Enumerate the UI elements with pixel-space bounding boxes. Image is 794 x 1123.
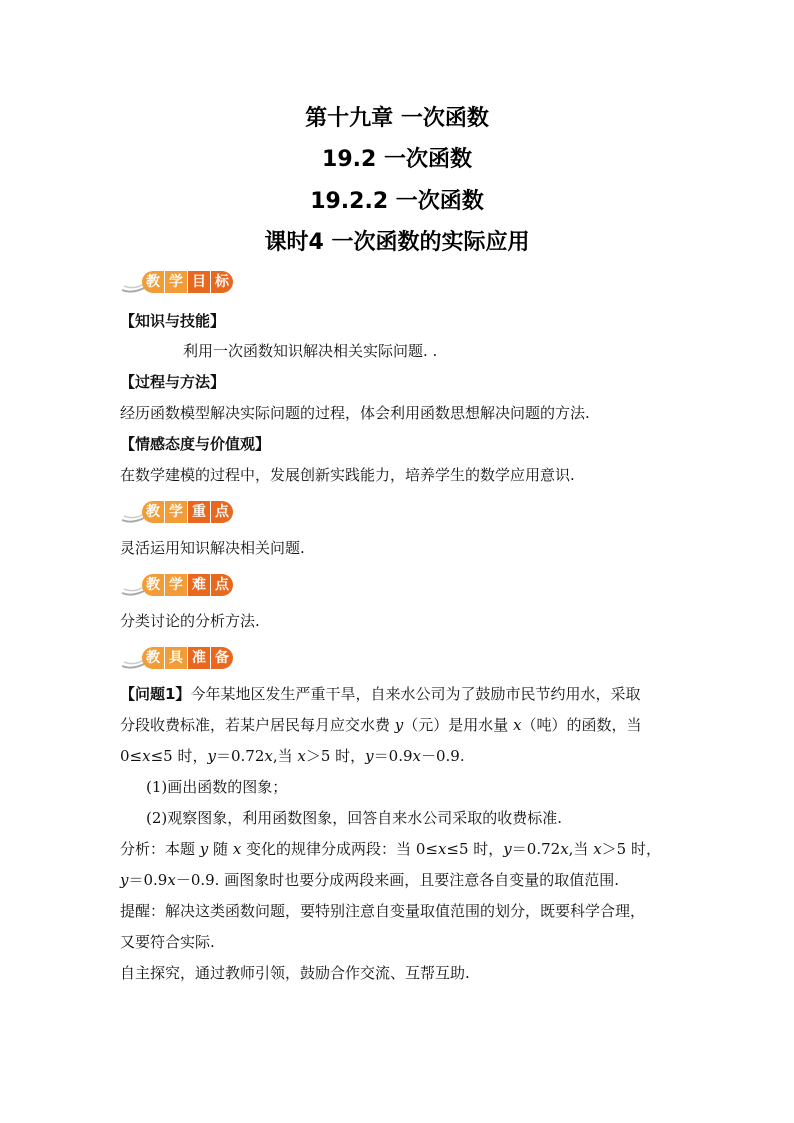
problem-text: 今年某地区发生严重干旱，自来水公司为了鼓励市民节约用水，采取 (190, 685, 641, 703)
text-run: ＝0.9 (128, 871, 168, 889)
knowledge-text: 利用一次函数知识解决相关实际问题. . (183, 342, 438, 360)
key-points-text: 灵活运用知识解决相关问题. (120, 539, 305, 557)
variable-x: x (412, 747, 421, 765)
question-2: (2)观察图象，利用函数图象，回答自来水公司采取的收费标准. (146, 809, 563, 827)
problem-label: 【问题1】 (120, 685, 191, 703)
problem-line-3 (120, 746, 465, 766)
text-run: ,当 (272, 747, 298, 765)
variable-y: y (207, 747, 216, 765)
reminder-line-1: 提醒：解决这类函数问题，要特别注意自变量取值范围的划分，既要科学合理， (120, 902, 646, 920)
variable-x: x (142, 747, 151, 765)
question-1: (1)画出函数的图象； (146, 778, 288, 796)
badge-char: 教 (142, 271, 164, 293)
variable-x: x (560, 840, 569, 858)
inquiry-text: 自主探究，通过教师引领，鼓励合作交流、互帮互助. (120, 964, 470, 982)
badge-char: 难 (188, 574, 210, 596)
variable-x: x (513, 716, 522, 734)
analysis-line-2 (120, 870, 619, 890)
badge-char: 学 (165, 501, 187, 523)
text-run: ＝0.9 (373, 747, 413, 765)
badge-char: 重 (188, 501, 210, 523)
section-title: 19.2 一次函数 (322, 147, 472, 172)
variable-x: x (167, 871, 176, 889)
process-heading: 【过程与方法】 (120, 373, 226, 391)
text-run: －0.9. 画图象时也要分成两段来画，且要注意各自变量的取值范围. (175, 871, 619, 889)
badge-teaching-goals (120, 268, 240, 296)
text-run: （吨）的函数，当 (521, 716, 642, 734)
variable-x: x (264, 747, 273, 765)
text-run: ＞5 时， (601, 840, 661, 858)
text-run: （元）是用水量 (403, 716, 514, 734)
text-run: －0.9. (420, 747, 465, 765)
analysis-line-1 (120, 839, 661, 859)
variable-x: x (593, 840, 602, 858)
badge-char: 教 (142, 647, 164, 669)
text-run: 0≤ (120, 747, 143, 765)
chapter-title: 第十九章 一次函数 (305, 106, 489, 131)
variable-y: y (394, 716, 404, 734)
text-run: ,当 (568, 840, 594, 858)
text-run: ＞5 时， (305, 747, 366, 765)
badge-key-points (120, 498, 240, 526)
badge-char: 备 (211, 647, 233, 669)
badge-char: 点 (211, 574, 233, 596)
badge-char: 教 (142, 574, 164, 596)
text-run: ≤5 时， (150, 747, 208, 765)
variable-y: y (503, 840, 512, 858)
text-run: 分段收费标准，若某户居民每月应交水费 (120, 716, 395, 734)
badge-char: 学 (165, 574, 187, 596)
reminder-line-2: 又要符合实际. (120, 933, 215, 951)
subsection-title: 19.2.2 一次函数 (310, 189, 484, 214)
text-run: 随 (208, 840, 233, 858)
text-run: ＝0.72 (511, 840, 561, 858)
text-run: ≤5 时， (446, 840, 504, 858)
badge-char: 学 (165, 271, 187, 293)
problem-line-1 (120, 684, 640, 704)
lesson-title: 课时4 一次函数的实际应用 (264, 230, 530, 255)
variable-x: x (297, 747, 306, 765)
knowledge-heading: 【知识与技能】 (120, 312, 226, 330)
difficulties-text: 分类讨论的分析方法. (120, 612, 260, 630)
text-run: ＝0.72 (215, 747, 265, 765)
badge-char: 目 (188, 271, 210, 293)
badge-char: 点 (211, 501, 233, 523)
process-text: 经历函数模型解决实际问题的过程，体会利用函数思想解决问题的方法. (120, 404, 590, 422)
badge-char: 具 (165, 647, 187, 669)
variable-y: y (120, 871, 129, 889)
variable-x: x (232, 840, 242, 858)
problem-line-2 (120, 715, 642, 735)
variable-y: y (365, 747, 374, 765)
emotion-heading: 【情感态度与价值观】 (120, 435, 271, 453)
text-run: 变化的规律分成两段：当 0≤ (241, 840, 438, 858)
badge-char: 准 (188, 647, 210, 669)
emotion-text: 在数学建模的过程中，发展创新实践能力，培养学生的数学应用意识. (120, 466, 575, 484)
text-run: 分析：本题 (120, 840, 200, 858)
badge-char: 标 (211, 271, 233, 293)
badge-teaching-tools (120, 644, 240, 672)
badge-char: 教 (142, 501, 164, 523)
variable-x: x (437, 840, 447, 858)
badge-difficulties (120, 571, 240, 599)
variable-y: y (199, 840, 209, 858)
